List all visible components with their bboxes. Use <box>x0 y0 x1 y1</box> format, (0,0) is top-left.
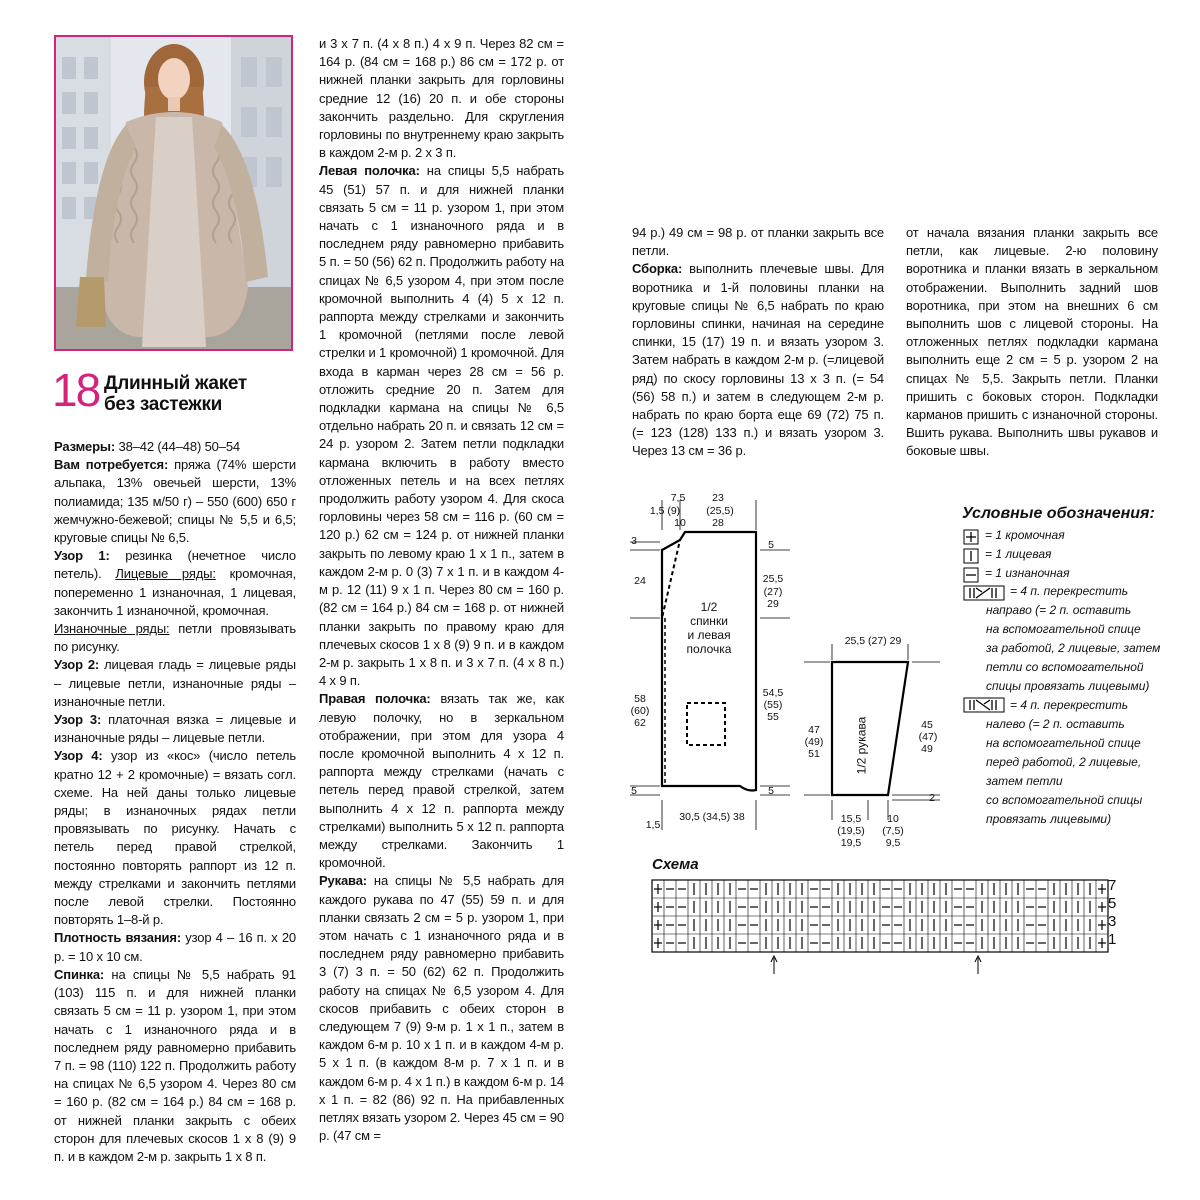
legend-cross-left-2: налево (= 2 п. оставить <box>986 717 1125 731</box>
sleeve-dim-left-47: 47 <box>808 724 820 736</box>
legend-cross-right-2: направо (= 2 п. оставить <box>986 603 1132 617</box>
dim-right-25-5: 25,5 <box>762 573 784 585</box>
sleeve-dim-bottom-19-5: (19,5) <box>837 825 865 837</box>
sleeves-paragraph <box>319 872 564 1145</box>
legend-knit: = 1 лицевая <box>985 547 1052 561</box>
face-rows-label: Лицевые ряды: <box>115 566 216 582</box>
legend-cross-left-5: затем петли <box>986 774 1063 788</box>
body-label-2: спинки <box>690 614 728 628</box>
back-paragraph <box>54 966 296 1166</box>
face-rows-text: кромочная, попеременно 1 изнаночная, 1 лицевая, закончить 1 изнаночной, кромочная. <box>54 566 296 618</box>
sizes-label: Размеры: <box>54 439 116 454</box>
row-number-7: 7 <box>1108 877 1117 894</box>
sizes-paragraph <box>54 438 296 456</box>
materials-label: Вам потребуется: <box>54 457 169 473</box>
pattern4-text: узор из «кос» (число петель кратно 12 + 2 кромочные) = вязать согл. схеме. На ней даны только лицевые ряды; в изнаночных рядах петли провязывать по рисунку. Начать с петель перед правой стрелкой, постоянно повторять раппорт из 12 п. между стрелками и закончить петлями после левой стрелки. Постоянно повторять 1–8-й р. <box>54 748 296 928</box>
dim-top-neck: 7,5 <box>670 492 686 504</box>
legend-cross-left-4: перед работой, 2 лицевые, <box>986 755 1142 769</box>
pattern1-paragraph <box>54 547 296 656</box>
sleeve-dim-right-45: 45 <box>921 719 933 731</box>
right-front-paragraph <box>319 690 564 872</box>
back-text: на спицы № 5,5 набрать 91 (103) 115 п. и для нижней планки связать 5 см = 11 р. узором 1, при этом начать с 1 изнаночного ряда и в последнем ряду равномерно прибавить 7 п. = 98 (110) 122 п. Продолжить работу на спицах № 6,5 узором 4. Через 80 см = 160 р. (82 см = 164 р.) 84 см = 168 р. от нижней планки закрыть с обеих сторон для плечевых скосов 1 х 8 (9) 9 п. и в каждом 2-м р. закрыть 1 х 8 п. <box>54 966 296 1164</box>
sleeve-dim-bottom-7-5: (7,5) <box>882 825 904 837</box>
legend-edge: = 1 кромочная <box>985 528 1065 542</box>
dim-left-24: 24 <box>634 575 646 587</box>
row-number-5: 5 <box>1108 895 1117 912</box>
model-photo <box>54 35 293 351</box>
cable-chart-grid <box>650 878 1110 978</box>
back-cont-paragraph: и 3 х 7 п. (4 х 8 п.) 4 х 9 п. Через 82 см = 164 р. (84 см = 168 р.) 86 см = 172 р. от нижней планки закрыть для горловины средние 12 (16) 20 п. и обе стороны закончить раздельно. Для скругления горловины по внутреннему краю закрыть в каждом 2-м р. 2 х 3 п. <box>319 36 564 161</box>
pattern3-paragraph <box>54 711 296 747</box>
left-front-label: Левая полочка: <box>319 163 420 179</box>
text-column-1 <box>54 438 296 1166</box>
finishing-paragraph: от начала вязания планки закрыть все петли, как лицевые. 2-ю половину воротника и планки вязать в зеркальном отображении. Выполнить задний шов воротника, при этом на внешних 6 см выполнить шов с лицевой стороны. На отложенных петлях подкладки кармана выполнить еще 2 см = 5 р. узором 2 на спицах № 5,5. Закрыть петли. Планки пришить с боковых сторон. Подкладки карманов пришить с изнаночной стороны. Вшить рукава. Выполнить швы рукавов и боковые швы. <box>906 225 1158 459</box>
dim-top-shoulder-3: 28 <box>712 517 724 529</box>
sleeve-dim-left-49: (49) <box>804 736 824 748</box>
body-label <box>676 600 742 656</box>
pattern-title <box>104 373 247 415</box>
pattern-number: 18 <box>52 364 100 416</box>
text-column-2 <box>319 35 564 1145</box>
dim-left-3: 3 <box>631 535 637 547</box>
sleeve-dim-top: 25,5 (27) 29 <box>844 635 902 647</box>
left-front-text: на спицы 5,5 набрать 45 (51) 57 п. и для нижней планки связать 5 см = 11 р. узором 1, при этом начать с 1 изнаночного ряда и в последнем ряду равномерно прибавить 5 п. = 50 (56) 62 п. Продолжить работу на спицах № 6,5 узором 4, при этом после кромочной выполнить 4 (4) 5 х 12 п. раппорта между стрелками и закончить 1 кромочной (петлями после левой стрелки и 1 кромочной) 1 кромочной. Для входа в карман через 28 см = 56 р. отложить средние 20 п. Затем для подкладки кармана на спицы № 6,5 отдельно набрать 20 п. и связать 12 см = 24 р. узором 2. Затем петли подкладки кармана включить в работу вместо отложенных петель и на всех петлях продолжить работу узором 4. Для скоса горловины через 58 см = 116 р. (60 см = 120 р.) 62 см = 124 р. от нижней планки закрыть по левому краю 1 х 1 п., затем в каждом 2-м р. 0 (3) 7 х 1 п. и в каждом 4-м р. 12 (11) 9 х 1 п. Через 80 см = 160 р. (82 см = 164 р.) 84 см = 168 р. от нижней планки закрыть по правому краю для плечевых скосов 1 х 8 (9) 9 п. и в каждом 2-м р. закрыть 1 х 8 п. и 3 х 7 п. (4 х 8 п.) 4 х 9 п. <box>319 163 564 689</box>
right-front-text: вязать так же, как левую полочку, но в зеркальном отображении, при этом для узора 4 после кромочной выполнить 4 х 12 п. раппорта между стрелками (начать с петель перед правой стрелкой, затем выполнить 4 х 12 п. раппорта между стрелками) выполнить 5 х 12 п. раппорта между стрелками. Закончить 1 кромочной. <box>319 691 564 871</box>
sleeve-dim-right-49: 49 <box>921 743 933 755</box>
legend-cross-right-6: спицы провязать лицевыми) <box>986 679 1150 693</box>
sizes-text: 38–42 (44–48) 50–54 <box>115 439 240 454</box>
body-label-3: и левая <box>687 628 731 642</box>
legend-cross-right-3: на вспомогательной спице <box>986 622 1141 636</box>
text-column-3 <box>632 224 884 461</box>
right-front-label: Правая полочка: <box>319 691 431 707</box>
back-label: Спинка: <box>54 966 105 982</box>
dim-left-5: 5 <box>631 785 637 797</box>
sleeve-dim-left-51: 51 <box>808 748 820 760</box>
dim-right-55: (55) <box>763 699 783 711</box>
dim-top-shoulder: 23 <box>712 492 724 504</box>
assembly-label: Сборка: <box>632 261 683 277</box>
density-paragraph <box>54 929 296 965</box>
legend-cross-right-4: за работой, 2 лицевые, затем <box>986 641 1161 655</box>
pattern-title-line1: Длинный жакет <box>104 373 247 394</box>
sleeves-label: Рукава: <box>319 873 367 889</box>
dim-right-55b: 55 <box>767 711 779 723</box>
dim-left-58: 58 <box>634 693 646 705</box>
pattern3-label: Узор 3: <box>54 712 102 728</box>
pattern-title-line2: без застежки <box>104 394 223 415</box>
dim-top-neck-val2: 10 <box>674 517 686 529</box>
legend-cross-left-3: на вспомогательной спице <box>986 736 1141 750</box>
dim-bottom: 30,5 (34,5) 38 <box>679 811 745 823</box>
back-rows-label: Изнаночные ряды: <box>54 621 170 637</box>
pattern4-paragraph <box>54 747 296 929</box>
legend-title: Условные обозначения: <box>962 505 1155 522</box>
sleeve-dim-bottom-9-5: 9,5 <box>885 837 901 849</box>
dim-right-5-bot: 5 <box>768 785 774 797</box>
pattern1-text: резинка (нечетное число петель). <box>54 548 296 582</box>
materials-text: пряжа (74% шерсти альпака, 13% овечьей шерсти, 13% полиамида; 135 м/50 г) – 550 (600) 650 г жемчужно-бежевой; спицы № 5,5 и 6,5; круговые спицы № 6,5. <box>54 457 296 546</box>
left-front-paragraph <box>319 162 564 690</box>
schema-title: Схема <box>652 856 699 873</box>
pattern4-label: Узор 4: <box>54 748 103 764</box>
pattern2-paragraph <box>54 656 296 711</box>
dim-right-29: 29 <box>767 598 779 610</box>
dim-right-54-5: 54,5 <box>762 687 784 699</box>
assembly-paragraph <box>632 260 884 460</box>
body-label-1: 1/2 <box>700 600 718 614</box>
legend-purl: = 1 изнаночная <box>985 566 1070 580</box>
legend-cross-right: = 4 п. перекрестить <box>1010 584 1129 598</box>
dim-right-27: (27) <box>763 586 783 598</box>
assembly-text: выполнить плечевые швы. Для воротника и 1-й половины планки на круговые спицы № 6,5 набрать по краю горловины спинки, начиная на середине спинки, 15 (17) 19 п. и вязать узором 3. Затем набрать в каждом 2-м р. (=лицевой ряд) по скосу горловины 13 х 3 п. (= 54 (56) 58 п.) и затем в следующем 2-м р. набрать по краю борта еще 69 (72) 75 п. (= 123 (128) 133 п.) и вязать узором 3. Через 13 см = 36 р. <box>632 261 884 459</box>
legend-cross-left-7: провязать лицевыми) <box>986 812 1112 826</box>
pattern2-label: Узор 2: <box>54 657 100 673</box>
pattern1-label: Узор 1: <box>54 548 110 564</box>
density-text: узор 4 – 16 п. х 20 р. = 10 х 10 см. <box>54 930 296 964</box>
dim-top-shoulder-2: (25,5) <box>706 505 734 517</box>
row-number-1: 1 <box>1108 931 1117 948</box>
sleeve-dim-bottom-15-5: 15,5 <box>840 813 862 825</box>
sleeve-dim-bottom-10: 10 <box>887 813 899 825</box>
text-column-4 <box>906 224 1158 461</box>
dim-right-5-top: 5 <box>768 539 774 551</box>
legend-cross-left-6: со вспомогательной спицы <box>986 793 1143 807</box>
sleeves-text: на спицы № 5,5 набрать для каждого рукава по 47 (55) 59 п. и для планки связать 2 см = 5 р. узором 1, при этом начать с 1 изнаночного ряда и в последнем ряду равномерно прибавить 3 (7) 3 п. = 50 (62) 62 п. Продолжить работу на спицах № 6,5 узором 4. Для скосов прибавить с обеих сторон в следующем 7 (9) 9-м р. 1 х 1 п., затем в каждом 6-м р. 10 х 1 п. и в каждом 4-м р. 5 х 1 п. (в каждом 8-м р. 7 х 1 п. и в каждом 6-м р. 4 х 1 п.) в каждом 6-м р. 14 х 1 п. = 82 (86) 92 п. На прибавленных петлях вязать узором 2. Через 45 см = 90 р. (47 см = <box>319 873 564 1144</box>
model-illustration <box>56 37 291 349</box>
sleeves-cont-paragraph: 94 р.) 49 см = 98 р. от планки закрыть все петли. <box>632 225 884 259</box>
sleeve-dim-right-2: 2 <box>929 792 935 804</box>
body-label-4: полочка <box>686 642 732 656</box>
materials-paragraph <box>54 456 296 547</box>
sleeve-dim-right-47: (47) <box>918 731 938 743</box>
sleeve-dim-bottom-19-5b: 19,5 <box>840 837 862 849</box>
pattern3-text: платочная вязка = лицевые и изнаночные ряды – лицевые петли. <box>54 712 296 746</box>
dim-left-62: 62 <box>634 717 646 729</box>
row-number-3: 3 <box>1108 913 1117 930</box>
dim-left-15: 1,5 <box>645 819 661 831</box>
back-rows-text: петли провязывать по рисунку. <box>54 621 296 655</box>
legend-cross-left: = 4 п. перекрестить <box>1010 698 1129 712</box>
legend-cross-right-5: петли со вспомогательной <box>986 660 1144 674</box>
sleeve-label: 1/2 рукава <box>854 716 869 775</box>
dim-left-60: (60) <box>630 705 650 717</box>
pattern2-text: лицевая гладь = лицевые ряды – лицевые петли, изнаночные ряды – изнаночные петли. <box>54 657 296 709</box>
density-label: Плотность вязания: <box>54 930 181 946</box>
dim-top-neck-vals: 1,5 (9) <box>649 505 681 517</box>
